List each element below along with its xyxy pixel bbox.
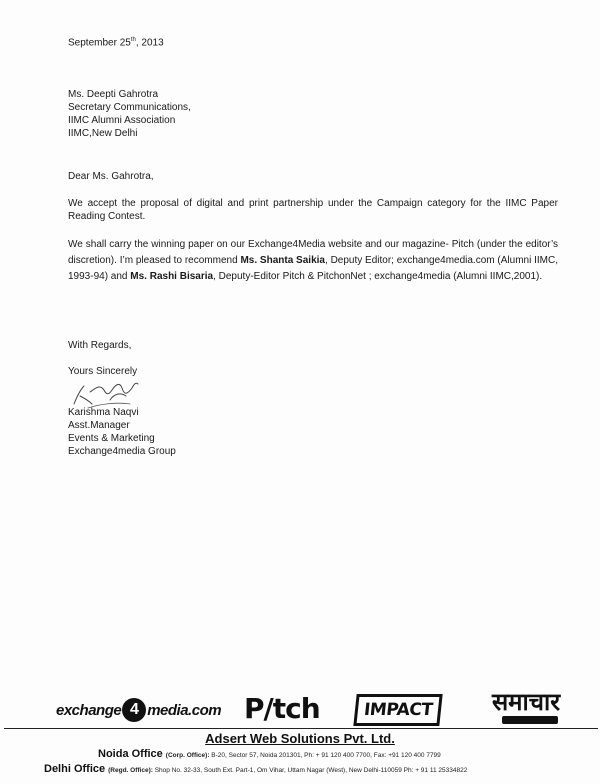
brand-logos [0, 688, 600, 728]
address-line: Secretary Communications, [68, 102, 191, 113]
recommended-name: Ms. Shanta Saikia [240, 255, 325, 266]
logo-text: media.com [147, 701, 222, 719]
office-type: (Regd. Office): [108, 767, 153, 774]
office-details: B-20, Sector 57, Noida 201301, Ph: + 91 120 400 7700, Fax: +91 120 400 7799 [209, 752, 441, 759]
impact-logo: IMPACT [353, 694, 443, 726]
company-name: Adsert Web Solutions Pvt. Ltd. [205, 731, 395, 746]
address-line: IIMC Alumni Association [68, 115, 176, 126]
paragraph-text: , Deputy-Editor Pitch & PitchonNet ; exchange4media (Alumni IIMC,2001). [213, 271, 543, 282]
noida-office [98, 748, 441, 760]
footer-divider [4, 728, 598, 729]
logo-text: exchange [56, 701, 122, 719]
address-line: IIMC,New Delhi [68, 128, 138, 139]
recipient-address [68, 88, 558, 140]
signer-title: Asst.Manager [68, 420, 130, 431]
closing: With Regards, [68, 340, 132, 351]
signer-company: Exchange4media Group [68, 446, 176, 457]
office-name: Delhi Office [44, 763, 106, 775]
office-details: Shop No. 32-33, South Ext. Part-1, Om Vihar, Uttam Nagar (West), New Delhi-110059 Ph: + 91 11 25334822 [152, 767, 468, 774]
logo-number: 4 [122, 698, 146, 722]
samachar-banner [502, 716, 558, 724]
samachar-logo [488, 688, 564, 724]
exchange4media-logo [56, 692, 221, 728]
letter-date [68, 34, 558, 49]
samachar-text: समाचार [491, 687, 561, 716]
signer-department: Events & Marketing [68, 433, 155, 444]
salutation: Dear Ms. Gahrotra, [68, 171, 154, 182]
date-text: September 25 [68, 37, 131, 49]
signer-name: Karishma Naqvi [68, 407, 139, 418]
delhi-office [44, 763, 467, 775]
office-type: (Corp. Office): [165, 752, 210, 759]
paragraph-recommendation [68, 237, 558, 285]
office-name: Noida Office [98, 748, 163, 760]
recommended-name: Ms. Rashi Bisaria [130, 271, 214, 282]
sign-off: Yours Sincerely [68, 366, 138, 377]
signer-details [68, 406, 558, 458]
address-line: Ms. Deepti Gahrotra [68, 89, 159, 100]
date-year: , 2013 [135, 37, 164, 49]
paragraph-text: , Deputy Editor; exchange4media.com (Alumni IIMC, 1993-94) and [68, 255, 558, 282]
pitch-logo: P/tch [244, 691, 320, 725]
paragraph-acceptance: We accept the proposal of digital and print partnership under the Campaign category for the IIMC Paper Reading Contest. [68, 198, 558, 222]
paragraph-text: We shall carry the winning paper on our Exchange4Media website and our magazine- Pitch (under the editor’s discretion). I’m pleased to recommend [68, 239, 558, 266]
date-suffix: th [130, 37, 136, 43]
